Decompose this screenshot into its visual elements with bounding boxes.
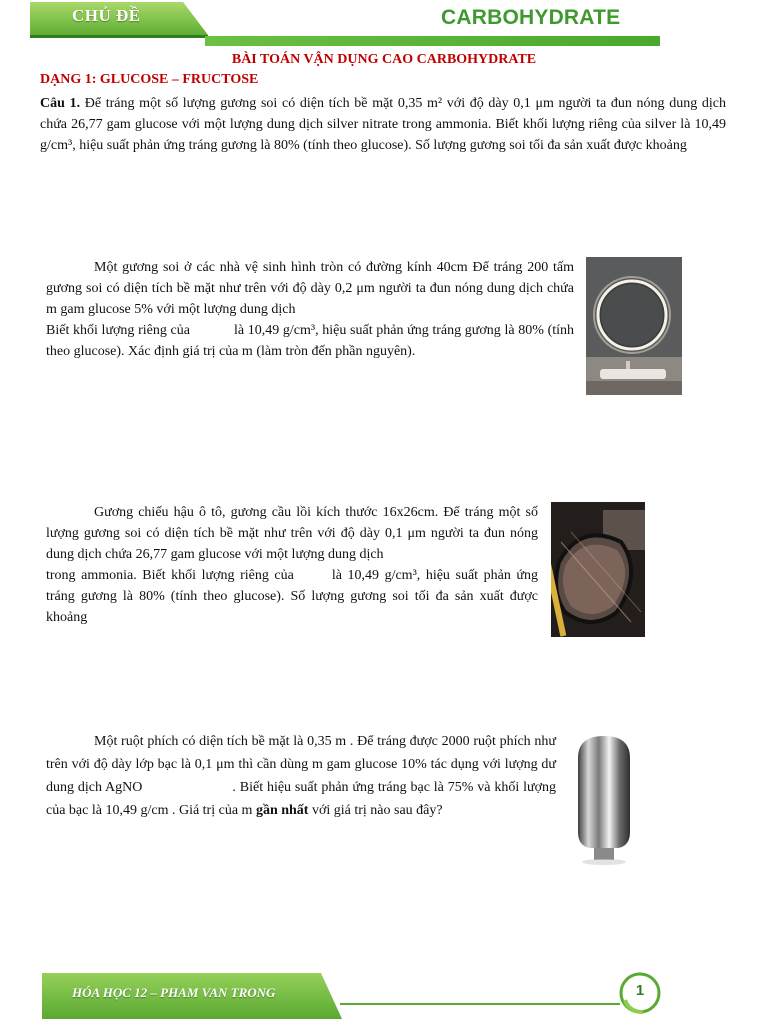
- car-mirror-text: Gương chiếu hậu ô tô, gương cầu lồi kích thước 16x26cm. Để tráng một số lượng gương soi có diện tích bề mặt như trên với độ dày 0,1 μm người ta đun nóng dung dịch chứa 26,77 gam glucose với một lượng dung dịch: [46, 505, 538, 562]
- question-1-label: Câu 1.: [40, 96, 81, 111]
- page-number: 1: [635, 982, 645, 999]
- car-mirror-photo: [551, 502, 645, 637]
- header-bar: [205, 36, 660, 46]
- thermos-text-3: với giá trị nào sau đây?: [308, 803, 443, 818]
- document-title: BÀI TOÁN VẬN DỤNG CAO CARBOHYDRATE: [231, 52, 537, 67]
- car-mirror-problem: [46, 502, 538, 628]
- thermos-text: [46, 730, 556, 822]
- header-tab-underline: [30, 35, 208, 38]
- footer-label: HÓA HỌC 12 – PHAM VAN TRONG: [72, 985, 276, 1000]
- car-mirror-text-2: [46, 565, 538, 628]
- thermos-problem: [46, 730, 556, 822]
- round-mirror-photo: [586, 257, 682, 395]
- question-1: [40, 93, 726, 156]
- thermos-text-1: Một ruột phích có diện tích bề mặt là 0,35 m . Để tráng được 2000 ruột phích như trên với độ dày lớp bạc là 0,1 μm thì cần dùng m gam glucose 10% tác dụng với lượng dư dung dịch AgNO: [46, 734, 556, 795]
- round-mirror-text-2b: là 10,49 g/cm³, hiệu suất phản ứng tráng gương là 80% (tính theo glucose). Xác định giá trị của m (làm tròn đến phần nguyên).: [46, 323, 575, 359]
- page-header: [0, 0, 768, 52]
- car-mirror-text-2a: trong ammonia. Biết khối lượng riêng của: [46, 568, 294, 583]
- thermos-text-2: . Biết hiệu suất phản ứng tráng bạc là 75% và khối lượng của bạc là 10,49 g/cm . Giá trị của m: [46, 780, 556, 818]
- topic-tab-label: CHỦ ĐỀ: [72, 6, 141, 25]
- round-mirror-text: Một gương soi ở các nhà vệ sinh hình tròn có đường kính 40cm Để tráng 200 tấm gương soi có diện tích bề mặt như trên với độ dày 0,2 μm người ta đun nóng dung dịch chứa m gam glucose 5% với một lượng dung dịch: [46, 260, 574, 317]
- header-title: CARBOHYDRATE: [441, 6, 621, 29]
- section-heading: DẠNG 1: GLUCOSE – FRUCTOSE: [40, 72, 259, 87]
- car-mirror-text-2b: là 10,49 g/cm³, hiệu suất phản ứng tráng gương là 80% (tính theo glucose). Số lượng gương soi tối đa sản xuất được khoảng: [46, 568, 538, 625]
- thermos-flask-photo: [566, 728, 642, 868]
- round-mirror-problem: [46, 257, 574, 362]
- round-mirror-text-2a: Biết khối lượng riêng của: [46, 323, 190, 338]
- footer-line: [340, 1003, 620, 1005]
- round-mirror-text-2: [46, 320, 574, 362]
- question-1-text: Để tráng một số lượng gương soi có diện tích bề mặt 0,35 m² với độ dày 0,1 μm người ta đun nóng dung dịch chứa 26,77 gam glucose với một lượng dung dịch silver nitrate trong ammonia. Biết khối lượng riêng của silver là 10,49 g/cm³, hiệu suất phản ứng tráng gương là 80% (tính theo glucose). Số lượng gương soi tối đa sản xuất được khoảng: [40, 96, 726, 153]
- thermos-text-bold: gần nhất: [255, 803, 309, 818]
